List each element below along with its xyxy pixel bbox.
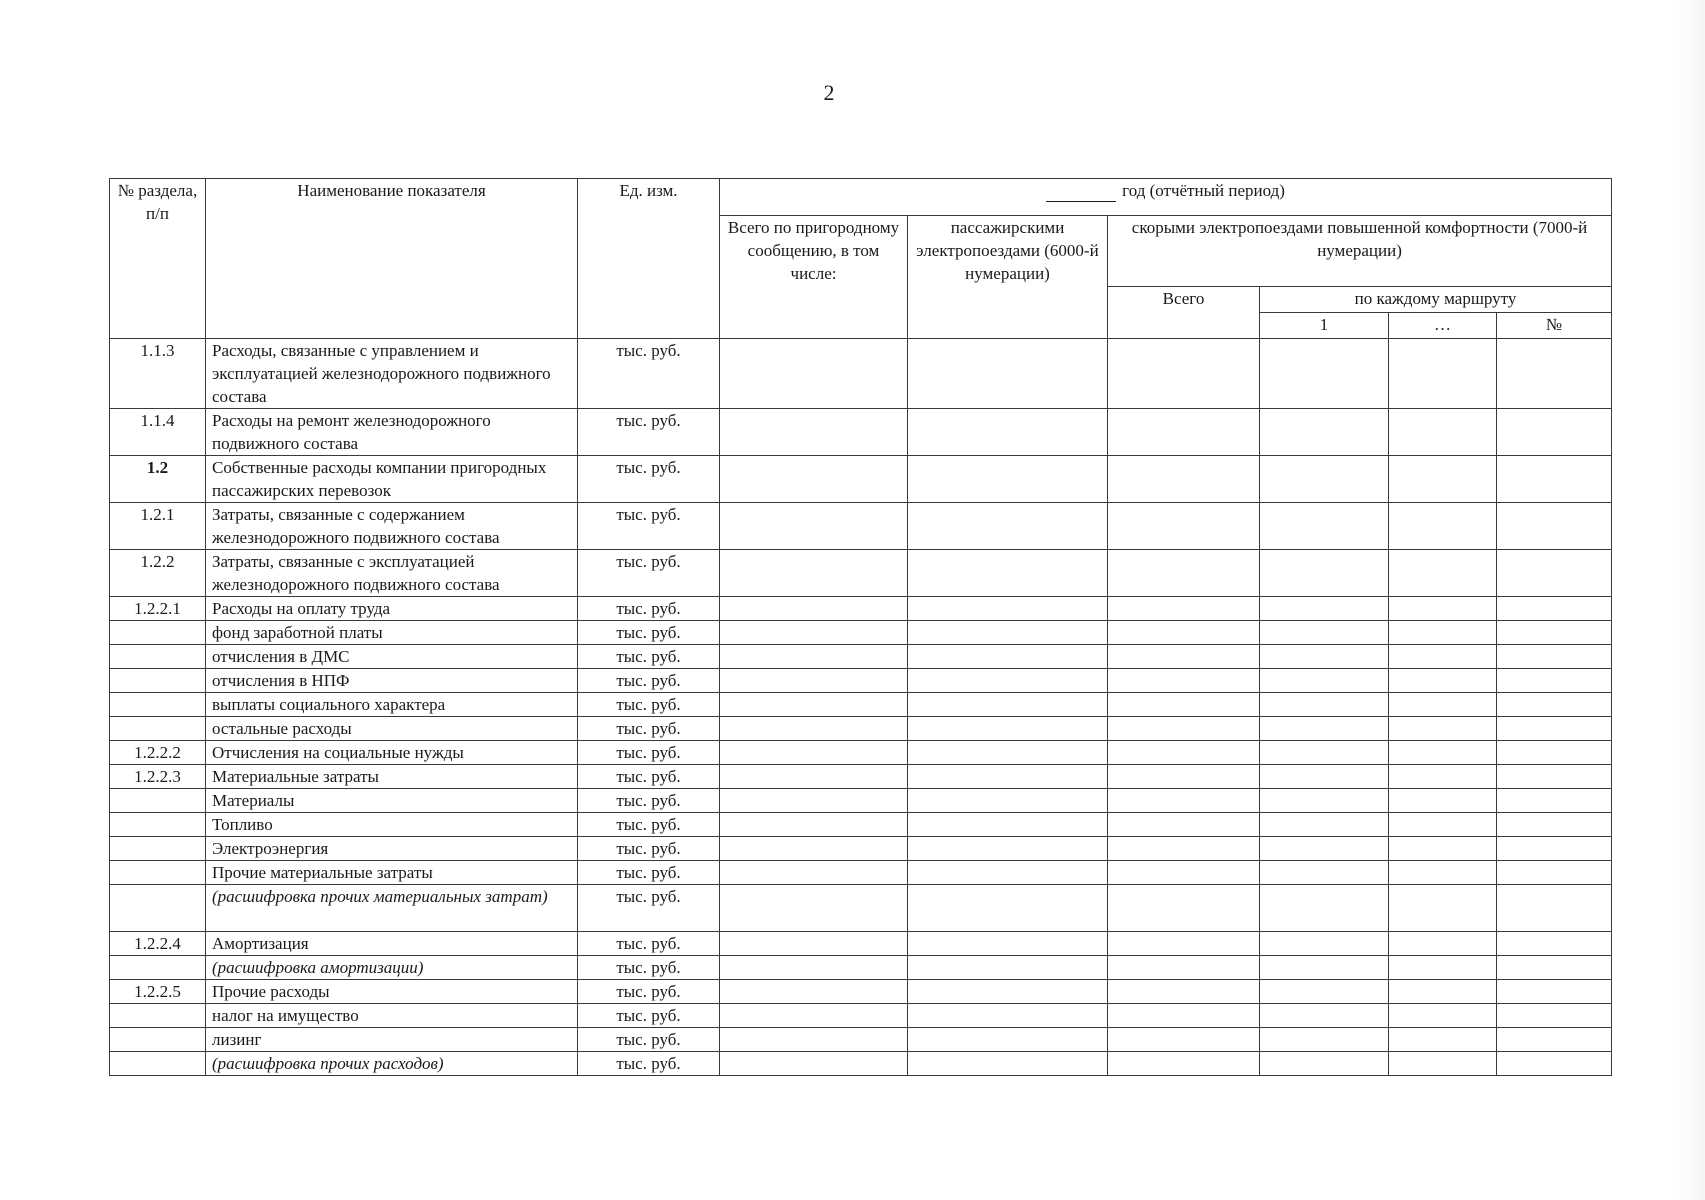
cell-express-total [1108,885,1260,932]
cell-express-total [1108,503,1260,550]
page-number: 2 [823,80,835,105]
row-unit: тыс. руб. [578,980,720,1004]
table-row [110,789,1612,813]
header-route-ellipsis: … [1389,313,1497,339]
cell-express-total [1108,813,1260,837]
cell-total [720,861,908,885]
header-express-trains: скорыми электропоездами повышенной комфортности (7000-й нумерации) [1108,216,1612,287]
header-route-first: 1 [1260,313,1389,339]
cell-route-n [1497,1028,1612,1052]
row-name: налог на имущество [206,1004,578,1028]
cell-total [720,621,908,645]
row-name: Собственные расходы компании пригородных пассажирских перевозок [206,456,578,503]
row-number [110,645,206,669]
row-number [110,1004,206,1028]
cell-route-1 [1260,956,1389,980]
cell-express-total [1108,956,1260,980]
cell-route-1 [1260,885,1389,932]
row-number: 1.2.2.5 [110,980,206,1004]
cell-passenger [908,861,1108,885]
cell-express-total [1108,789,1260,813]
cell-total [720,885,908,932]
cell-express-total [1108,693,1260,717]
row-unit: тыс. руб. [578,550,720,597]
cell-total [720,741,908,765]
row-name: отчисления в ДМС [206,645,578,669]
cell-total [720,932,908,956]
cell-route-mid [1389,503,1497,550]
row-name: (расшифровка прочих расходов) [206,1052,578,1076]
row-unit: тыс. руб. [578,885,720,932]
cell-express-total [1108,550,1260,597]
header-route-last: № [1497,313,1612,339]
cell-passenger [908,885,1108,932]
cell-route-1 [1260,765,1389,789]
cell-express-total [1108,980,1260,1004]
row-name: Электроэнергия [206,837,578,861]
header-section-no: № раздела, п/п [110,179,206,339]
cell-route-1 [1260,669,1389,693]
cell-total [720,1052,908,1076]
cell-total [720,339,908,409]
row-name: Расходы на оплату труда [206,597,578,621]
cell-passenger [908,597,1108,621]
row-number: 1.2.2.1 [110,597,206,621]
cell-route-1 [1260,789,1389,813]
cell-route-n [1497,717,1612,741]
row-number: 1.2 [110,456,206,503]
cell-total [720,765,908,789]
cell-route-mid [1389,409,1497,456]
header-period [720,179,1612,216]
cell-route-1 [1260,693,1389,717]
cell-route-1 [1260,456,1389,503]
row-number: 1.2.2.4 [110,932,206,956]
cell-route-1 [1260,339,1389,409]
cell-route-mid [1389,885,1497,932]
row-number: 1.2.2.2 [110,741,206,765]
cell-passenger [908,765,1108,789]
table-row [110,669,1612,693]
row-number: 1.2.2 [110,550,206,597]
row-number: 1.1.4 [110,409,206,456]
row-name: Материалы [206,789,578,813]
cell-express-total [1108,932,1260,956]
cell-total [720,409,908,456]
cell-express-total [1108,861,1260,885]
row-name: Материальные затраты [206,765,578,789]
cell-express-total [1108,409,1260,456]
cell-route-mid [1389,550,1497,597]
cell-route-1 [1260,645,1389,669]
row-name: Расходы, связанные с управлением и эксплуатацией железнодорожного подвижного состава [206,339,578,409]
cell-route-n [1497,409,1612,456]
row-unit: тыс. руб. [578,956,720,980]
cell-passenger [908,621,1108,645]
cell-route-1 [1260,1052,1389,1076]
cell-total [720,789,908,813]
table-row [110,932,1612,956]
cell-route-1 [1260,837,1389,861]
cell-route-n [1497,693,1612,717]
cell-route-mid [1389,932,1497,956]
cell-route-mid [1389,741,1497,765]
row-name: выплаты социального характера [206,693,578,717]
row-name: Прочие материальные затраты [206,861,578,885]
cell-route-n [1497,789,1612,813]
table-body [110,339,1612,1076]
cell-express-total [1108,597,1260,621]
cell-total [720,956,908,980]
cell-route-n [1497,621,1612,645]
header-period-label: год (отчётный период) [1122,181,1285,200]
cell-route-n [1497,550,1612,597]
cell-passenger [908,669,1108,693]
cell-passenger [908,932,1108,956]
cell-route-1 [1260,932,1389,956]
cell-route-mid [1389,837,1497,861]
row-name: Прочие расходы [206,980,578,1004]
row-unit: тыс. руб. [578,1028,720,1052]
table-row [110,339,1612,409]
cell-route-1 [1260,813,1389,837]
row-unit: тыс. руб. [578,717,720,741]
cell-passenger [908,956,1108,980]
row-number [110,837,206,861]
cell-route-n [1497,813,1612,837]
row-name: отчисления в НПФ [206,669,578,693]
row-number [110,669,206,693]
cell-route-n [1497,932,1612,956]
cell-route-1 [1260,861,1389,885]
row-number [110,789,206,813]
cell-route-1 [1260,980,1389,1004]
table-row [110,1052,1612,1076]
table-row [110,741,1612,765]
cell-total [720,693,908,717]
cell-route-mid [1389,980,1497,1004]
row-name: Отчисления на социальные нужды [206,741,578,765]
cell-passenger [908,980,1108,1004]
cell-route-n [1497,741,1612,765]
cell-route-n [1497,669,1612,693]
cell-passenger [908,409,1108,456]
cell-route-n [1497,956,1612,980]
row-number [110,1028,206,1052]
cell-express-total [1108,1052,1260,1076]
cell-passenger [908,1052,1108,1076]
row-number [110,885,206,932]
row-unit: тыс. руб. [578,1004,720,1028]
row-name: Амортизация [206,932,578,956]
cell-total [720,837,908,861]
cell-route-n [1497,1004,1612,1028]
cell-total [720,669,908,693]
row-number [110,693,206,717]
cell-route-mid [1389,456,1497,503]
row-unit: тыс. руб. [578,597,720,621]
table-row [110,885,1612,932]
cell-route-mid [1389,717,1497,741]
cell-route-n [1497,503,1612,550]
cell-route-n [1497,980,1612,1004]
row-number: 1.1.3 [110,339,206,409]
cell-express-total [1108,765,1260,789]
row-number: 1.2.2.3 [110,765,206,789]
row-number: 1.2.1 [110,503,206,550]
cell-route-n [1497,1052,1612,1076]
row-unit: тыс. руб. [578,503,720,550]
row-number [110,956,206,980]
cell-express-total [1108,1028,1260,1052]
row-number [110,717,206,741]
row-unit: тыс. руб. [578,765,720,789]
cell-passenger [908,645,1108,669]
table-row [110,1004,1612,1028]
header-per-route: по каждому маршруту [1260,287,1612,313]
cell-route-1 [1260,597,1389,621]
scan-edge-shadow [1675,0,1705,1200]
cell-passenger [908,1028,1108,1052]
row-unit: тыс. руб. [578,813,720,837]
cell-express-total [1108,621,1260,645]
row-unit: тыс. руб. [578,693,720,717]
table-row [110,813,1612,837]
row-unit: тыс. руб. [578,837,720,861]
cell-route-mid [1389,861,1497,885]
cell-route-n [1497,645,1612,669]
cell-express-total [1108,717,1260,741]
row-name: (расшифровка амортизации) [206,956,578,980]
cell-route-1 [1260,550,1389,597]
row-unit: тыс. руб. [578,456,720,503]
row-unit: тыс. руб. [578,409,720,456]
cell-passenger [908,1004,1108,1028]
cell-route-n [1497,597,1612,621]
header-express-total: Всего [1108,287,1260,339]
table-row [110,861,1612,885]
cell-passenger [908,837,1108,861]
row-unit: тыс. руб. [578,789,720,813]
header-indicator-name: Наименование показателя [206,179,578,339]
table-row [110,550,1612,597]
row-unit: тыс. руб. [578,1052,720,1076]
cell-route-n [1497,837,1612,861]
cell-passenger [908,717,1108,741]
row-name: остальные расходы [206,717,578,741]
table-row [110,409,1612,456]
cell-route-1 [1260,717,1389,741]
row-name: Затраты, связанные с содержанием железнодорожного подвижного состава [206,503,578,550]
cell-passenger [908,789,1108,813]
table-row [110,837,1612,861]
row-number [110,621,206,645]
row-number [110,861,206,885]
cell-express-total [1108,741,1260,765]
report-table [109,178,1612,1076]
cell-total [720,980,908,1004]
cell-total [720,550,908,597]
cell-route-mid [1389,1052,1497,1076]
cell-total [720,503,908,550]
cell-passenger [908,339,1108,409]
table-row [110,456,1612,503]
cell-passenger [908,741,1108,765]
header-total-suburban: Всего по пригородному сообщению, в том числе: [720,216,908,339]
cell-route-mid [1389,597,1497,621]
cell-passenger [908,693,1108,717]
row-unit: тыс. руб. [578,741,720,765]
table-row [110,1028,1612,1052]
cell-route-mid [1389,1028,1497,1052]
row-unit: тыс. руб. [578,669,720,693]
cell-route-1 [1260,1028,1389,1052]
table-row [110,956,1612,980]
cell-passenger [908,550,1108,597]
table-row [110,765,1612,789]
cell-route-mid [1389,339,1497,409]
row-name: Топливо [206,813,578,837]
cell-total [720,813,908,837]
cell-express-total [1108,456,1260,503]
cell-route-1 [1260,621,1389,645]
cell-route-mid [1389,669,1497,693]
row-unit: тыс. руб. [578,861,720,885]
cell-route-n [1497,339,1612,409]
row-name: Расходы на ремонт железнодорожного подвижного состава [206,409,578,456]
cell-route-mid [1389,956,1497,980]
cell-passenger [908,813,1108,837]
table-row [110,597,1612,621]
cell-route-mid [1389,645,1497,669]
row-name: Затраты, связанные с эксплуатацией железнодорожного подвижного состава [206,550,578,597]
cell-total [720,645,908,669]
row-number [110,813,206,837]
cell-route-mid [1389,1004,1497,1028]
cell-total [720,597,908,621]
table-row [110,693,1612,717]
table-header [110,179,1612,339]
cell-total [720,456,908,503]
cell-route-mid [1389,789,1497,813]
cell-total [720,717,908,741]
cell-route-1 [1260,1004,1389,1028]
cell-route-mid [1389,693,1497,717]
header-passenger-trains: пассажирскими электропоездами (6000-й нумерации) [908,216,1108,339]
cell-route-mid [1389,813,1497,837]
cell-express-total [1108,669,1260,693]
cell-route-1 [1260,503,1389,550]
table-row [110,645,1612,669]
year-blank-line [1046,185,1116,202]
row-name: лизинг [206,1028,578,1052]
cell-passenger [908,456,1108,503]
cell-route-1 [1260,741,1389,765]
header-unit: Ед. изм. [578,179,720,339]
row-unit: тыс. руб. [578,645,720,669]
cell-express-total [1108,837,1260,861]
row-name: фонд заработной платы [206,621,578,645]
cell-route-n [1497,765,1612,789]
cell-passenger [908,503,1108,550]
cell-route-mid [1389,765,1497,789]
row-name: (расшифровка прочих материальных затрат) [206,885,578,932]
table-row [110,717,1612,741]
row-number [110,1052,206,1076]
cell-express-total [1108,339,1260,409]
table-row [110,621,1612,645]
cell-route-mid [1389,621,1497,645]
cell-express-total [1108,1004,1260,1028]
row-unit: тыс. руб. [578,621,720,645]
table-row [110,980,1612,1004]
cell-route-n [1497,456,1612,503]
cell-total [720,1004,908,1028]
row-unit: тыс. руб. [578,932,720,956]
cell-total [720,1028,908,1052]
cell-express-total [1108,645,1260,669]
cell-route-1 [1260,409,1389,456]
table-row [110,503,1612,550]
cell-route-n [1497,861,1612,885]
row-unit: тыс. руб. [578,339,720,409]
cell-route-n [1497,885,1612,932]
